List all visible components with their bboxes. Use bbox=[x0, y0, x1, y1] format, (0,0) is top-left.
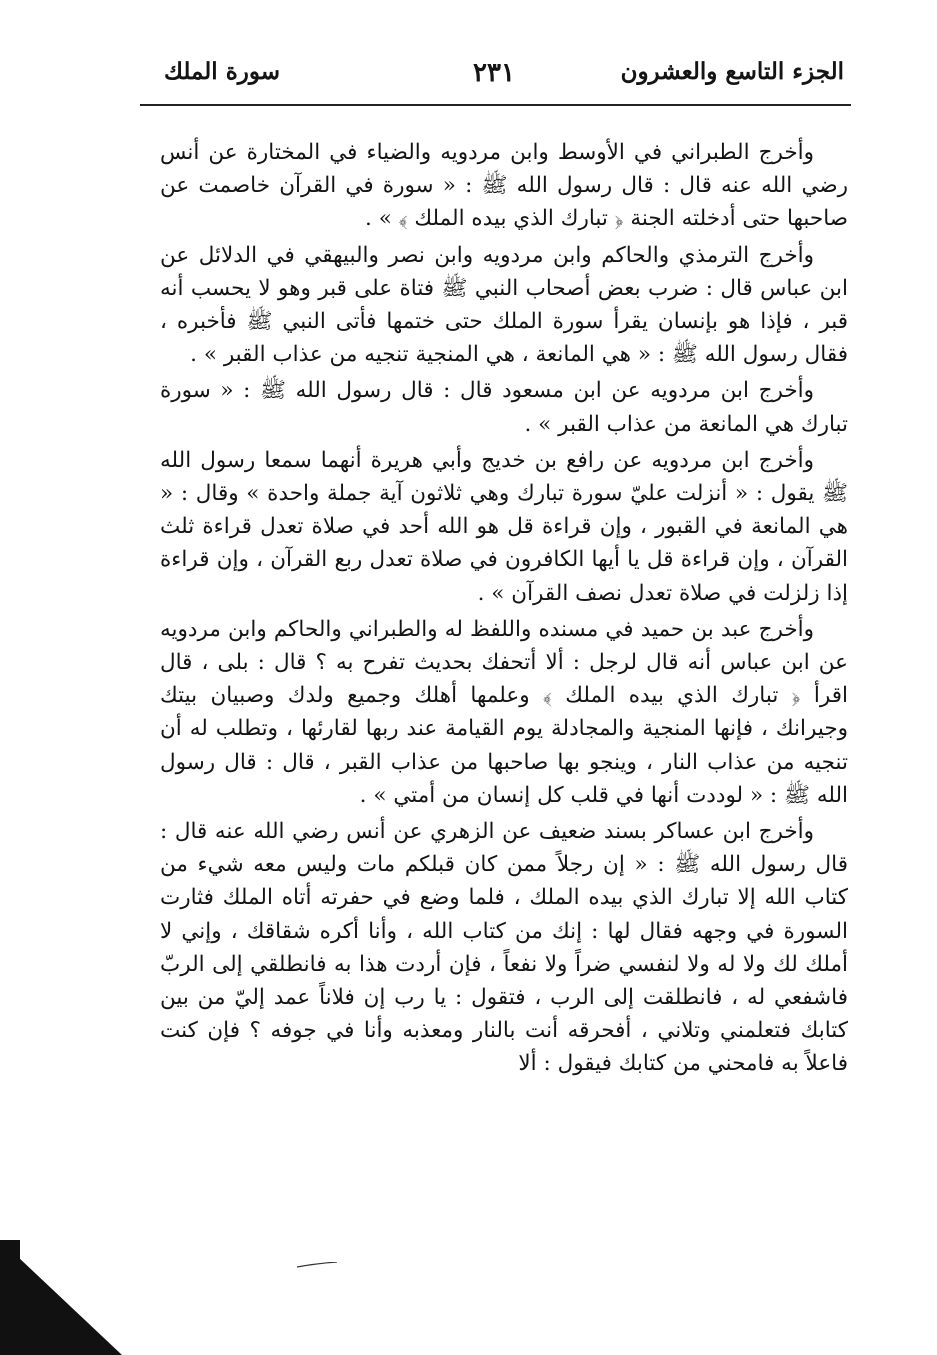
paragraph: وأخرج ابن عساكر بسند ضعيف عن الزهري عن أنس رضي الله عنه قال : قال رسول الله ﷺ : « إن رجلاً ممن كان قبلكم مات وليس معه شيء من كتاب الله إلا تبارك الذي بيده الملك ، فلما وضع في حفرته أتاه الملك فثارت السورة في وجهه فقال لها : إنك من كتاب الله ، وأنا أكره شقاقك ، وإني لا أملك لك ولا له ولا لنفسي ضراً ولا نفعاً ، فإن أردت هذا به فانطلقي إلى الربّ فاشفعي له ، فانطلقت إلى الرب ، فتقول : يا رب إن فلاناً عمد إليّ من بين كتابك فتعلمني وتلاني ، أفحرقه أنت بالنار ومعذبه وأنا في جوفه ؟ فإن كنت فاعلاً به فامحني من كتابك فيقول : ألا bbox=[160, 819, 848, 1077]
scan-corner-shadow bbox=[0, 1240, 122, 1355]
paragraph: وأخرج ابن مردويه عن رافع بن خديج وأبي هريرة أنهما سمعا رسول الله ﷺ يقول : « أنزلت عليّ سورة تبارك وهي ثلاثون آية جملة واحدة » وقال : « هي المانعة في القبور ، وإن قراءة قل هو الله أحد في صلاة تعدل قراءة ثلث القرآن ، وإن قراءة قل يا أيها الكافرون في صلاة تعدل ربع القرآن ، وإن قراءة إذا زلزلت في صلاة تعدل نصف القرآن » . bbox=[160, 447, 848, 606]
surah-title: سورة الملك bbox=[164, 58, 281, 85]
page-header bbox=[140, 52, 848, 92]
paragraph: وأخرج الطبراني في الأوسط وابن مردويه والضياء في المختارة عن أنس رضي الله عنه قال : قال رسول الله ﷺ : « سورة في القرآن خاصمت عن صاحبها حتى أدخلته الجنة ﴿ تبارك الذي بيده الملك ﴾ » . bbox=[160, 140, 848, 232]
main-text bbox=[160, 136, 848, 1084]
paragraph: وأخرج الترمذي والحاكم وابن مردويه وابن نصر والبيهقي في الدلائل عن ابن عباس قال : ضرب بعض أصحاب النبي ﷺ فتاة على قبر وهو لا يحسب أنه قبر ، فإذا هو بإنسان يقرأ سورة الملك حتى ختمها فأتى النبي ﷺ فأخبره ، فقال رسول الله ﷺ : « هي المانعة ، هي المنجية تنجيه من عذاب القبر » . bbox=[160, 242, 848, 368]
chapter-title: الجزء التاسع والعشرون bbox=[620, 58, 844, 85]
paragraph: وأخرج عبد بن حميد في مسنده واللفظ له والطبراني والحاكم وابن مردويه عن ابن عباس أنه قال لرجل : ألا أتحفك بحديث تفرح به ؟ قال : بلى ، قال اقرأ ﴿ تبارك الذي بيده الملك ﴾ وعلمها أهلك وجميع ولدك وصبيان بيتك وجيرانك ، فإنها المنجية والمجادلة يوم القيامة عند ربها لقارئها ، وتطلب له أن تنجيه من عذاب النار ، وينجو بها صاحبها من عذاب القبر ، قال : قال رسول الله ﷺ : « لوددت أنها في قلب كل إنسان من أمتي » . bbox=[160, 616, 848, 808]
header-divider bbox=[140, 104, 851, 106]
paragraph: وأخرج ابن مردويه عن ابن مسعود قال : قال رسول الله ﷺ : « سورة تبارك هي المانعة من عذاب القبر » . bbox=[160, 378, 848, 437]
stray-pen-mark bbox=[296, 1262, 338, 1268]
page-number: ٢٣١ bbox=[473, 58, 515, 88]
